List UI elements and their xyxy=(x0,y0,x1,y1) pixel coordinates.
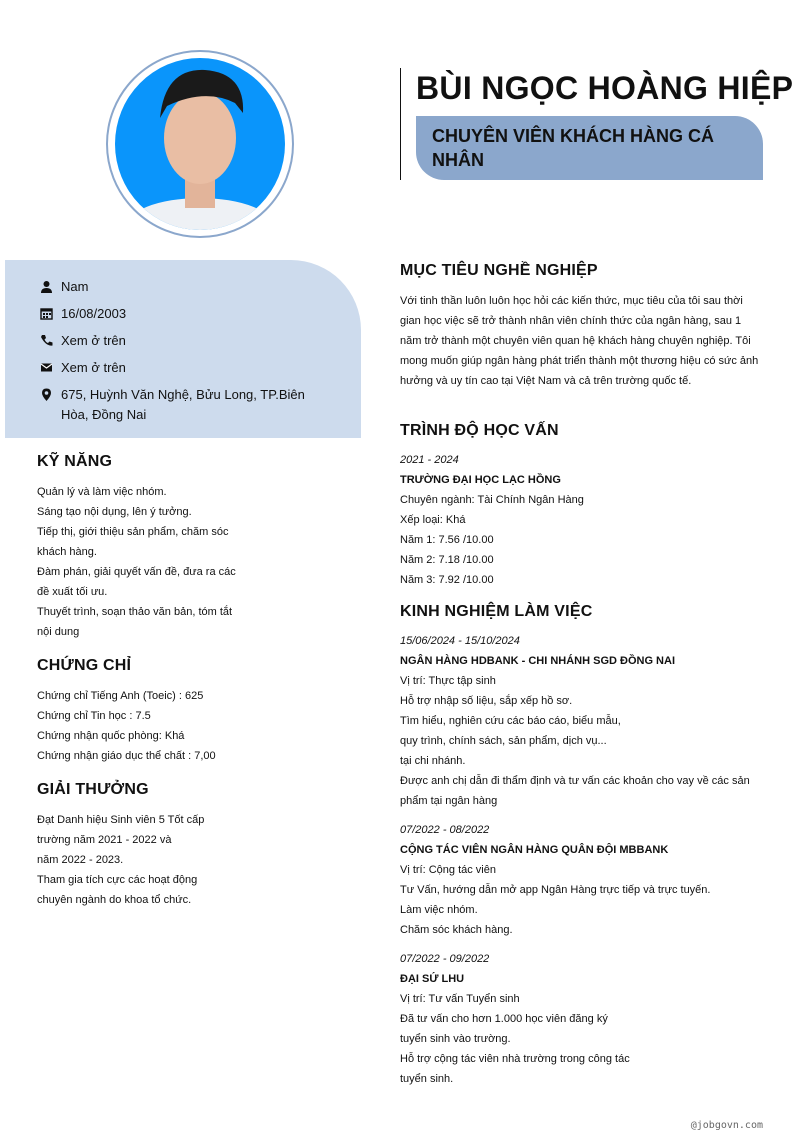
text-line: Quản lý và làm việc nhóm. xyxy=(37,486,167,498)
text-line: Làm việc nhóm. xyxy=(400,904,478,916)
divider xyxy=(400,68,401,180)
text-line: hưởng và uy tín cao tại Việt Nam và cả trên trường quốc tế. xyxy=(400,375,692,387)
certs-heading: CHỨNG CHỈ xyxy=(37,657,132,674)
text-line: mong muốn giúp ngân hàng phát triển thành một thương hiệu có sức ảnh xyxy=(400,355,759,367)
text-line: quy trình, chính sách, sản phẩm, dịch vụ... xyxy=(400,735,607,747)
education-heading: TRÌNH ĐỘ HỌC VẤN xyxy=(400,422,559,439)
education-block xyxy=(400,450,584,590)
info-text: 675, Huỳnh Văn Nghệ, Bửu Long, TP.Biên Hòa, Đồng Nai xyxy=(61,387,305,422)
text-line: phẩm tại ngân hàng xyxy=(400,795,498,807)
text-line: Vị trí: Tư vấn Tuyển sinh xyxy=(400,993,520,1005)
text-line: Xếp loại: Khá xyxy=(400,514,466,526)
text-line: đề xuất tối ưu. xyxy=(37,586,108,598)
text-line: Năm 3: 7.92 /10.00 xyxy=(400,574,494,586)
text-line: tuyển sinh. xyxy=(400,1073,454,1085)
info-text: Xem ở trên xyxy=(61,360,126,375)
education-period: 2021 - 2024 xyxy=(400,454,459,466)
awards-list xyxy=(37,810,204,910)
text-line: nội dung xyxy=(37,626,80,638)
text-line: Hỗ trợ cộng tác viên nhà trường trong công tác xyxy=(400,1053,630,1065)
person-icon xyxy=(40,280,53,293)
job-entry xyxy=(400,820,750,940)
text-line: Chứng chỉ Tin học : 7.5 xyxy=(37,710,151,722)
education-details xyxy=(400,490,584,590)
calendar-icon xyxy=(40,307,53,320)
text-line: tuyển sinh vào trường. xyxy=(400,1033,511,1045)
info-item xyxy=(40,385,330,425)
text-line: Năm 2: 7.18 /10.00 xyxy=(400,554,494,566)
text-line: năm trở thành một chuyên viên quan hệ khách hàng chuyên nghiệp. Tôi xyxy=(400,335,751,347)
text-line: Với tinh thần luôn luôn học hỏi các kiến thức, mục tiêu của tôi sau thời xyxy=(400,295,743,307)
text-line: chuyên ngành do khoa tổ chức. xyxy=(37,894,192,906)
text-line: Chuyên ngành: Tài Chính Ngân Hàng xyxy=(400,494,584,506)
job-period: 07/2022 - 08/2022 xyxy=(400,824,490,836)
location-icon xyxy=(40,388,53,401)
text-line: tại chi nhánh. xyxy=(400,755,466,767)
text-line: khách hàng. xyxy=(37,546,97,558)
phone-icon xyxy=(40,334,53,347)
text-line: Thuyết trình, soạn thảo văn bản, tóm tắt xyxy=(37,606,233,618)
info-item xyxy=(40,358,330,378)
info-text: Nam xyxy=(61,279,89,294)
text-line: Chăm sóc khách hàng. xyxy=(400,924,513,936)
skills-list xyxy=(37,482,236,642)
job-period: 07/2022 - 09/2022 xyxy=(400,953,490,965)
experience-list xyxy=(400,631,750,1098)
text-line: Được anh chị dẫn đi thẩm định và tư vấn các khoản cho vay về các sản xyxy=(400,775,750,787)
text-line: Tiếp thị, giới thiệu sản phẩm, chăm sóc xyxy=(37,526,229,538)
objective-heading: MỤC TIÊU NGHỀ NGHIỆP xyxy=(400,262,598,279)
text-line: Chứng nhận quốc phòng: Khá xyxy=(37,730,185,742)
text-line: Tư Vấn, hướng dẫn mở app Ngân Hàng trực tiếp và trực tuyến. xyxy=(400,884,711,896)
text-line: Chứng nhận giáo dục thể chất : 7,00 xyxy=(37,750,216,762)
experience-heading: KINH NGHIỆM LÀM VIỆC xyxy=(400,603,593,620)
company-name: NGÂN HÀNG HDBANK - CHI NHÁNH SGD ĐỒNG NAI xyxy=(400,655,675,667)
candidate-name: BÙI NGỌC HOÀNG HIỆP xyxy=(416,70,794,106)
text-line: trường năm 2021 - 2022 và xyxy=(37,834,172,846)
job-title: CHUYÊN VIÊN KHÁCH HÀNG CÁ NHÂN xyxy=(416,116,763,180)
company-name: ĐẠI SỨ LHU xyxy=(400,973,465,985)
certs-list xyxy=(37,686,216,766)
awards-heading: GIẢI THƯỞNG xyxy=(37,781,149,798)
objective-text xyxy=(400,291,758,391)
watermark: @jobgovn.com xyxy=(690,1120,763,1131)
job-period: 15/06/2024 - 15/10/2024 xyxy=(400,635,520,647)
school-name: TRƯỜNG ĐẠI HỌC LẠC HỒNG xyxy=(400,474,561,486)
skills-heading: KỸ NĂNG xyxy=(37,453,113,470)
job-entry xyxy=(400,631,750,811)
company-name: CỘNG TÁC VIÊN NGÂN HÀNG QUÂN ĐỘI MBBANK xyxy=(400,844,669,856)
profile-photo xyxy=(115,58,285,230)
text-line: Chứng chỉ Tiếng Anh (Toeic) : 625 xyxy=(37,690,204,702)
text-line: năm 2022 - 2023. xyxy=(37,854,124,866)
text-line: Vị trí: Thực tập sinh xyxy=(400,675,496,687)
text-line: Đàm phán, giải quyết vấn đề, đưa ra các xyxy=(37,566,236,578)
text-line: Tham gia tích cực các hoạt động xyxy=(37,874,198,886)
text-line: Tìm hiểu, nghiên cứu các báo cáo, biểu mẫu, xyxy=(400,715,621,727)
text-line: gian học việc sẽ trở thành nhân viên chính thức của ngân hàng, sau 1 xyxy=(400,315,742,327)
job-entry xyxy=(400,949,750,1089)
text-line: Sáng tạo nội dụng, lên ý tưởng. xyxy=(37,506,192,518)
info-text: 16/08/2003 xyxy=(61,306,127,321)
info-item xyxy=(40,331,330,351)
info-item xyxy=(40,304,330,324)
mail-icon xyxy=(40,361,53,374)
text-line: Vị trí: Cộng tác viên xyxy=(400,864,496,876)
text-line: Đã tư vấn cho hơn 1.000 học viên đăng ký xyxy=(400,1013,608,1025)
text-line: Năm 1: 7.56 /10.00 xyxy=(400,534,494,546)
info-item xyxy=(40,277,330,297)
text-line: Hỗ trợ nhập số liệu, sắp xếp hồ sơ. xyxy=(400,695,573,707)
info-text: Xem ở trên xyxy=(61,333,126,348)
text-line: Đạt Danh hiệu Sinh viên 5 Tốt cấp xyxy=(37,814,205,826)
